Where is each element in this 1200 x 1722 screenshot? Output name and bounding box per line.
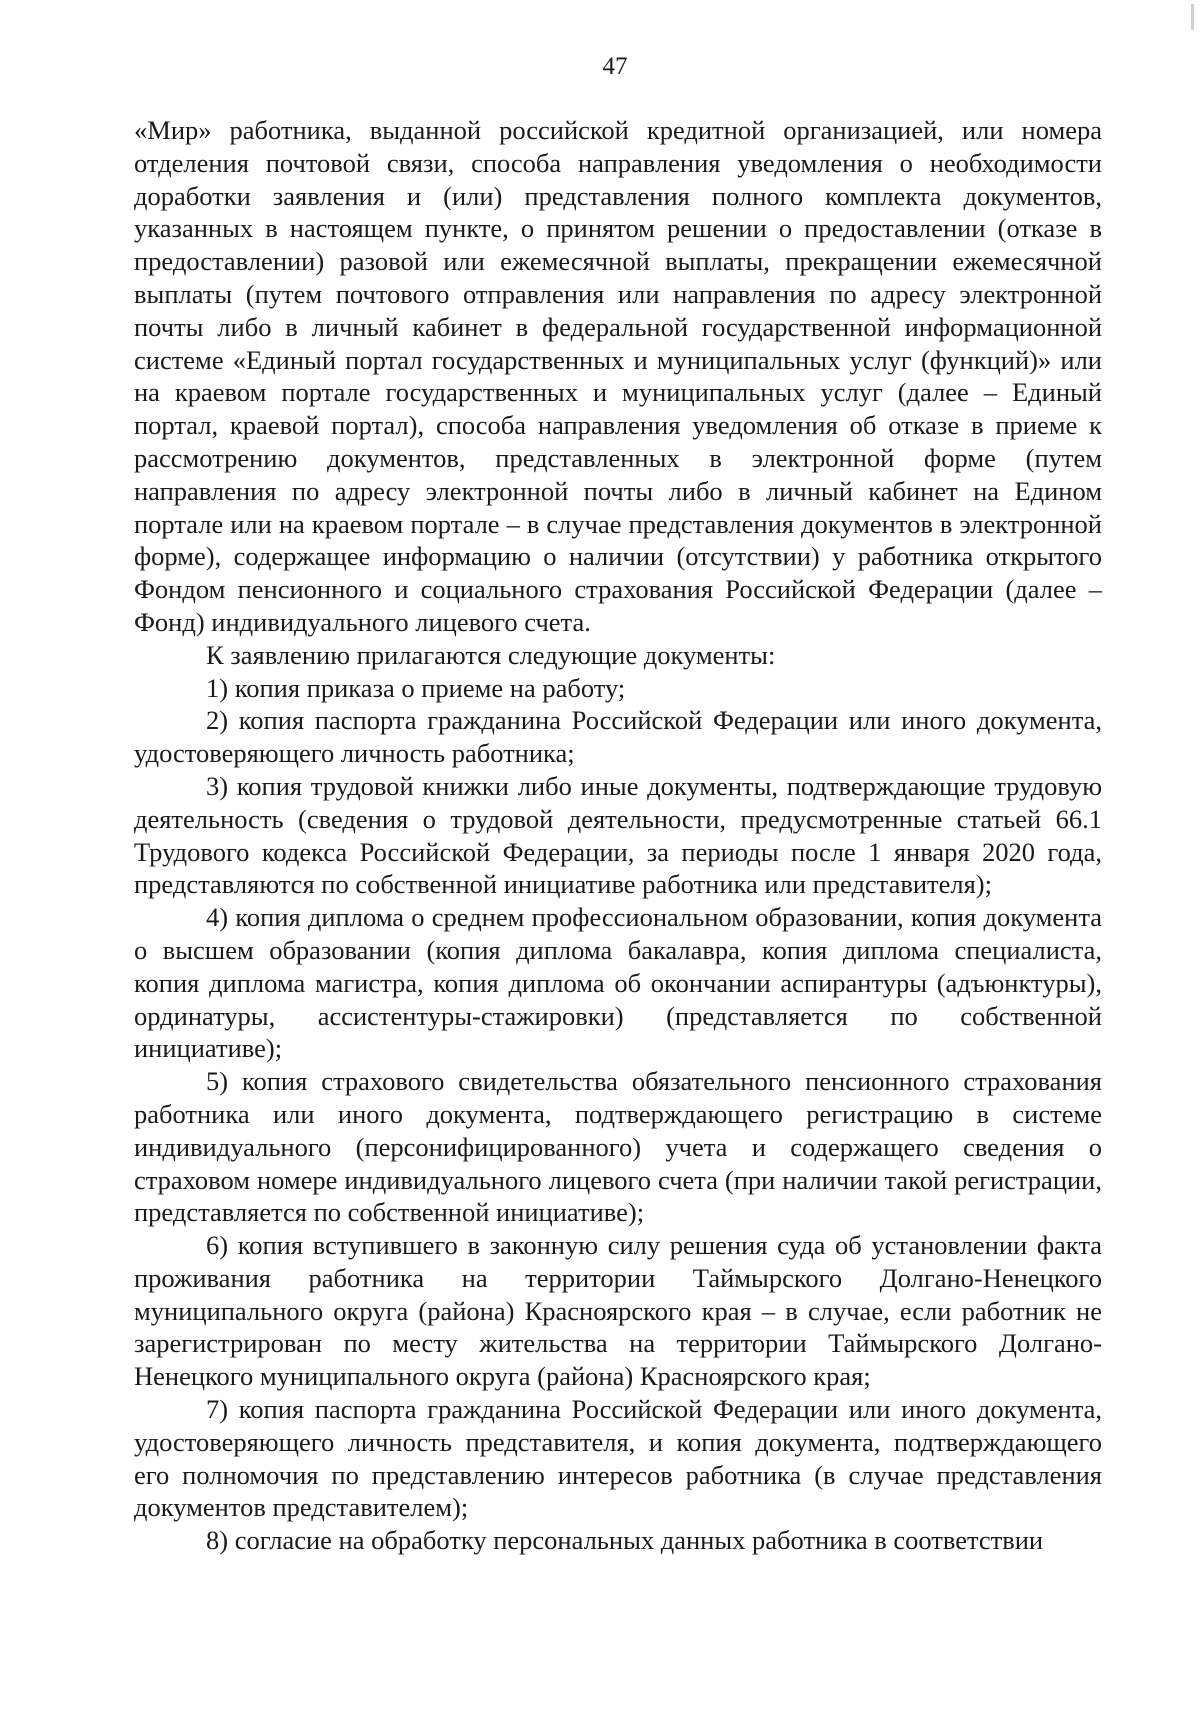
list-item-7: 7) копия паспорта гражданина Российской Федерации или иного документа, удостоверяющего личность представителя, и копия документа, подтверждающего его полномочия по представлению интересов работника (в случае представления документов представителем); bbox=[134, 1394, 1102, 1523]
page-number: 47 bbox=[602, 53, 628, 80]
paragraph-continuation: «Мир» работника, выданной российской кредитной организацией, или номера отделения почтовой связи, способа направления уведомления о необходимости доработки заявления и (или) представления полного комплекта документов, указанных в настоящем пункте, о принятом решении о предоставлении (отказе в предоставлении) разовой или ежемесячной выплаты, прекращении ежемесячной выплаты (путем почтового отправления или направления по адресу электронной почты либо в личный кабинет в федеральной государственной информационной системе «Единый портал государственных и муниципальных услуг (функций)» или на краевом портале государственных и муниципальных услуг (далее – Единый портал, краевой портал), способа направления уведомления об отказе в приеме к рассмотрению документов, представленных в электронной форме (путем направления по адресу электронной почты либо в личный кабинет на Едином портале или на краевом портале – в случае представления документов в электронной форме), содержащее информацию о наличии (отсутствии) у работника открытого Фондом пенсионного и социального страхования Российской Федерации (далее – Фонд) индивидуального лицевого счета. bbox=[134, 115, 1102, 637]
list-item-4: 4) копия диплома о среднем профессиональном образовании, копия документа о высшем образовании (копия диплома бакалавра, копия диплома специалиста, копия диплома магистра, копия диплома об окончании аспирантуры (адъюнктуры), ординатуры, ассистентуры-стажировки) (представляется по собственной инициативе); bbox=[134, 902, 1102, 1064]
list-item-5: 5) копия страхового свидетельства обязательного пенсионного страхования работника или иного документа, подтверждающего регистрацию в системе индивидуального (персонифицированного) учета и содержащего сведения о страховом номере индивидуального лицевого счета (при наличии такой регистрации, представляется по собственной инициативе); bbox=[134, 1066, 1102, 1228]
paragraph-attachments-intro: К заявлению прилагаются следующие документы: bbox=[206, 639, 776, 670]
list-item-1: 1) копия приказа о приеме на работу; bbox=[206, 672, 626, 703]
list-item-6: 6) копия вступившего в законную силу решения суда об установлении факта проживания работника на территории Таймырского Долгано-Ненецкого муниципального округа (района) Красноярского края – в случае, если работник не зарегистрирован по месту жительства на территории Таймырского Долгано-Ненецкого муниципального округа (района) Красноярского края; bbox=[134, 1230, 1102, 1392]
scan-edge-mark bbox=[1191, 4, 1194, 30]
list-item-8: 8) согласие на обработку персональных данных работника в соответствии bbox=[206, 1525, 1044, 1556]
list-item-2: 2) копия паспорта гражданина Российской Федерации или иного документа, удостоверяющего личность работника; bbox=[134, 705, 1102, 769]
list-item-3: 3) копия трудовой книжки либо иные документы, подтверждающие трудовую деятельность (сведения о трудовой деятельности, предусмотренные статьей 66.1 Трудового кодекса Российской Федерации, за периоды после 1 января 2020 года, представляются по собственной инициативе работника или представителя); bbox=[134, 770, 1102, 900]
document-body bbox=[134, 114, 1102, 1557]
